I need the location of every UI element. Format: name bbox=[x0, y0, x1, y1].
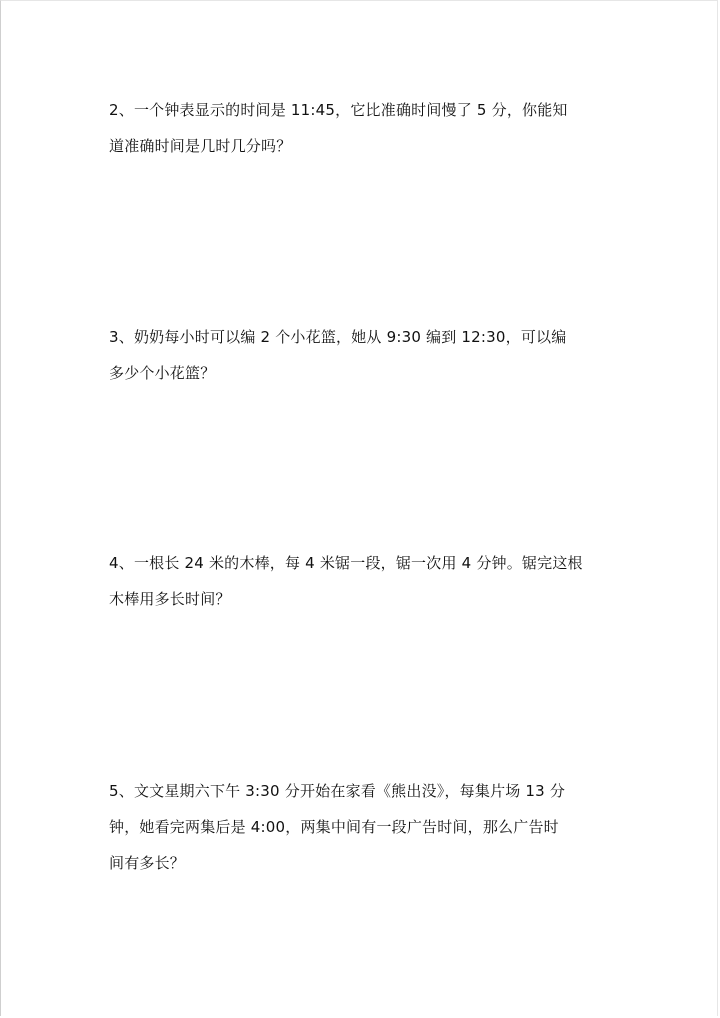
question-3 bbox=[109, 327, 589, 399]
question-2 bbox=[109, 100, 589, 172]
question-5-line-2: 钟，她看完两集后是 4:00，两集中间有一段广告时间，那么广告时 bbox=[109, 818, 559, 836]
question-5 bbox=[109, 781, 589, 889]
question-2-line-2: 道准确时间是几时几分吗？ bbox=[109, 137, 292, 155]
question-5-line-1: 5、文文星期六下午 3:30 分开始在家看《熊出没》，每集片场 13 分 bbox=[109, 782, 566, 800]
question-4-line-1: 4、一根长 24 米的木棒，每 4 米锯一段，锯一次用 4 分钟。锯完这根 bbox=[109, 554, 583, 572]
question-3-line-1: 3、奶奶每小时可以编 2 个小花篮，她从 9:30 编到 12:30，可以编 bbox=[109, 328, 567, 346]
question-4 bbox=[109, 553, 589, 625]
question-2-line-1: 2、一个钟表显示的时间是 11:45，它比准确时间慢了 5 分，你能知 bbox=[109, 101, 568, 119]
question-4-line-2: 木棒用多长时间？ bbox=[109, 590, 231, 608]
question-5-line-3: 间有多长？ bbox=[109, 854, 186, 872]
question-3-line-2: 多少个小花篮？ bbox=[109, 364, 216, 382]
